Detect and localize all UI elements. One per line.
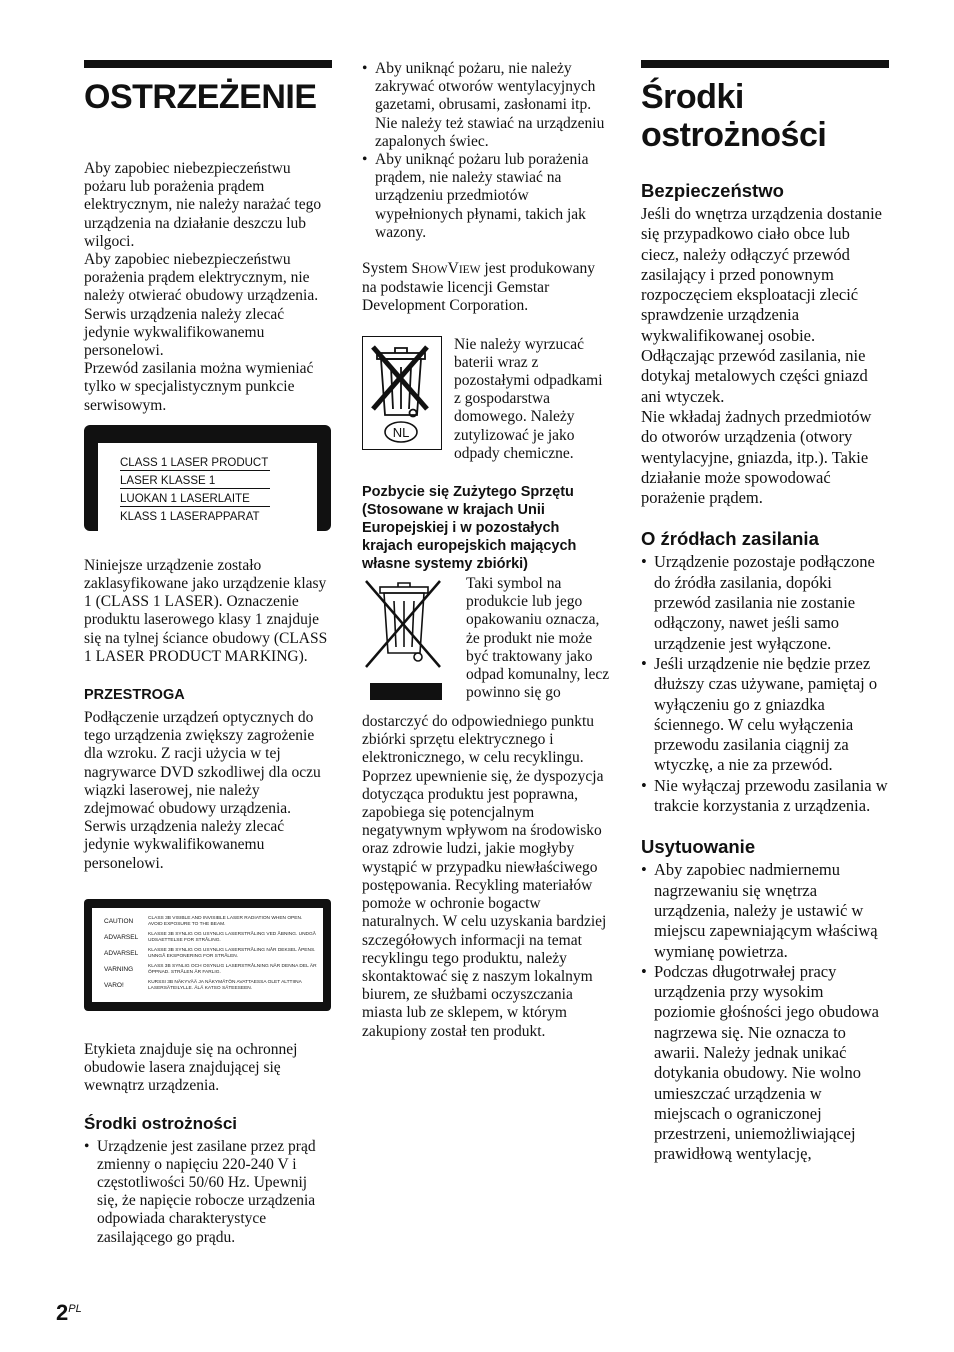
weee-symbol: [362, 575, 444, 713]
weee-body: dostarczyć do odpowiedniego punktu zbiórki sprzętu elektrycznego i elektronicznego, w celu recyklingu. Poprzez upewnienie się, że dyspozycja dotycząca produktu jest poprawna, zapobiega się potencjalnym negatywnym wpływom na środowisko oraz zdrowie ludzi, jakie mogłyby wystąpić w przypadku niewłaściwego postępowania. Recykling materiałów pomoże w ochronie bogactw naturalnych. W celu uzyskania bardziej szczegółowych informacji na temat recyklingu tego produktu, należy skontaktować się z naszym lokalnym biurem, ze służbami oczyszczania miasta lub ze sklepem, w którym zakupiony został ten produkt.: [362, 713, 607, 1040]
paragraph: Aby zapobiec niebezpieczeństwu pożaru lub porażenia prądem elektrycznym, nie należy narażać tego urządzenia na działanie deszczu lub wilgoci.: [84, 160, 322, 250]
nl-label: NL: [392, 424, 410, 440]
list-item: • Urządzenie pozostaje podłączone do źródła zasilania, dopóki przewód zasilania nie zostanie odłączony, nawet jeśli samo urządzenie jest wyłączone.: [641, 552, 889, 653]
zrodla-list: [641, 552, 889, 816]
list-item: • Urządzenie jest zasilane przez prąd zmienny o napięciu 220-240 V i częstotliwości 50/60 Hz. Upewnij się, że napięcie robocze urządzenia odpowiada charakterystyce zasilającego go prądu.: [84, 1138, 332, 1247]
przestroga-heading: PRZESTROGA: [84, 687, 185, 704]
zrodla-heading: O źródłach zasilania: [641, 528, 819, 550]
crossed-wheelie-bin-icon: [362, 575, 444, 703]
paragraph: Serwis urządzenia należy zlecać jedynie wykwalifikowanemu personelowi.: [84, 818, 285, 872]
fire-bullets: [362, 60, 610, 242]
list-item: • Podczas długotrwałej pracy urządzenia przy wysokim poziomie głośności jego obudowa nagrzewa się. Nie oznacza to awarii. Należy jednak unikać dotykania obudowy. Nie wolno umieszczać urządzenia w miejscach o ograniczonej przestrzeni, uniemożliwiającej prawidłową wentylację,: [641, 962, 889, 1165]
label-line: LASER KLASSE 1: [120, 475, 270, 489]
srodki-list: [84, 1138, 332, 1247]
paragraph: Aby zapobiec niebezpieczeństwu porażenia prądem elektrycznym, nie należy otwierać obudowy urządzenia. Serwis urządzenia należy zlecać jedynie wykwalifikowanemu personelowi.: [84, 251, 319, 360]
list-item: • Jeśli urządzenie nie będzie przez dłuższy czas używane, pamiętaj o wyłączeniu go z gniazdka ściennego. W celu wyłączenia przewodu zasilania ciągnij za wtyczkę, a nie za przewód.: [641, 654, 889, 776]
heading-rule: [641, 60, 889, 68]
przestroga-body: [84, 709, 332, 873]
warning-intro: [84, 160, 332, 415]
usytuowanie-list: [641, 860, 889, 1164]
class-description: Niniejsze urządzenie zostało zaklasyfikowane jako urządzenie klasy 1 (CLASS 1 LASER). Oznaczenie produktu laserowego klasy 1 znajduje się na tylnej ściance obudowy (CLASS 1 LASER PRODUCT MARKING).: [84, 556, 328, 665]
paragraph: Odłączając przewód zasilania, nie dotykaj metalowych części gniazd ani wtyczek.: [641, 346, 868, 406]
battery-notice: [362, 336, 610, 463]
list-item: • Aby zapobiec nadmiernemu nagrzewaniu się wnętrza urządzenia, należy je ustawić w miejscu zapewniającym właściwą wymianę powietrza.: [641, 860, 889, 961]
srodki-subheading: Środki ostrożności: [84, 1113, 238, 1133]
laser-class-label: [84, 425, 331, 531]
caution-row: ADVARSEL KLASSE 3B SYNLIG OG USYNLIG LASERSTRÅLING VED ÅBNING. UNDGÅ UDSAETTELSE FOR STRÅLING.: [104, 931, 316, 943]
column-right: [641, 60, 889, 1165]
caution-row: CAUTION CLASS 3B VISIBLE AND INVISIBLE LASER RADIATION WHEN OPEN. AVOID EXPOSURE TO THE BEAM.: [104, 915, 303, 927]
page-number: $2^{PL}$: [56, 1300, 82, 1325]
weee-side-text: Taki symbol na produkcie lub jego opakowaniu oznacza, że produkt nie może być traktowany jako odpad komunalny, lecz powinno się go: [466, 575, 610, 702]
weee-block: [362, 575, 610, 713]
paragraph: Podłączenie urządzeń optycznych do tego urządzenia zwiększy zagrożenie dla wzroku. Z racji użycia w tej nagrywarce DVD szkodliwej dla oczu wiązki laserowej, nie należy zdejmować obudowy urządzenia.: [84, 709, 321, 818]
label-line: LUOKAN 1 LASERLAITE: [120, 493, 270, 507]
list-item: • Nie wyłączaj przewodu zasilania w trakcie korzystania z urządzenia.: [641, 776, 889, 817]
column-middle: [362, 60, 610, 1041]
crossed-battery-bin-icon: [362, 336, 442, 450]
page-title-warning: OSTRZEŻENIE: [84, 78, 317, 116]
showview-note: System SHOWVIEW jest produkowany na podstawie licencji Gemstar Development Corporation.: [362, 260, 596, 315]
paragraph: Przewód zasilania można wymieniać tylko w specjalistycznym punkcie serwisowym.: [84, 360, 314, 414]
heading-rule: [84, 60, 332, 68]
paragraph: Nie wkładaj żadnych przedmiotów do otworów urządzenia (otwory wentylacyjne, gniazda, itp.). Takie działanie może spowodować porażenie prądem.: [641, 406, 872, 508]
label-line: CLASS 1 LASER PRODUCT: [120, 456, 269, 469]
usytuowanie-heading: Usytuowanie: [641, 836, 756, 858]
page-title-precautions: Środki ostrożności: [641, 78, 827, 154]
weee-heading: Pozbycie się Zużytego Sprzętu (Stosowane w krajach Unii Europejskiej i w pozostałych krajach europejskich mających własne systemy zbiórki): [362, 484, 577, 573]
list-item: • Aby uniknąć pożaru lub porażenia prądem, nie należy stawiać na urządzeniu przedmiotów wypełnionych płynami, takich jak wazony.: [362, 151, 610, 242]
crossed-bin-icon: [363, 337, 440, 448]
list-item: • Aby uniknąć pożaru, nie należy zakrywać otworów wentylacyjnych gazetami, obrusami, zasłonami itp. Nie należy też stawiać na urządzeniu zapalonych świec.: [362, 60, 610, 151]
bezpieczenstwo-body: [641, 204, 889, 508]
caution-row: VARO! KURSSI 3B NÄKYVÄÄ JA NÄKYMÄTÖN AVATTAESSA OLET ALTTIINA LASERSÄTEILYLLE. ÄLÄ KATSO SÄTEESEEN.: [104, 979, 302, 991]
column-left: [84, 60, 332, 1247]
caution-row: ADVARSEL KLASSE 3B SYNLIG OG USYNLIG LASERSTRÅLING NÅR DEKSEL ÅPENS. UNNGÅ EKSPONERING FOR STRÅLEN.: [104, 947, 316, 959]
battery-text: Nie należy wyrzucać baterii wraz z pozostałymi odpadkami z gospodarstwa domowego. Należy zutylizować je jako odpady chemiczne.: [454, 335, 603, 462]
etykieta-text: Etykieta znajduje się na ochronnej obudowie lasera znajdującej się wewnątrz urządzenia.: [84, 1040, 298, 1095]
caution-row: VARNING KLASS 3B SYNLIG OCH OSYNLIG LASERSTRÅLNING NÄR DENNA DEL ÄR ÖPPNAD. STRÅLEN ÄR FARLIG.: [104, 963, 317, 975]
bezpieczenstwo-heading: Bezpieczeństwo: [641, 180, 784, 201]
label-line: KLASS 1 LASERAPPARAT: [120, 510, 260, 523]
caution-laser-label: [84, 899, 331, 1011]
paragraph: Jeśli do wnętrza urządzenia dostanie się przypadkowo ciało obce lub ciecz, należy odłączyć przewód zasilający i przed ponownym rozpoczęciem eksploatacji zlecić sprawdzenie urządzenia wykwalifikowanej osobie.: [641, 204, 882, 345]
